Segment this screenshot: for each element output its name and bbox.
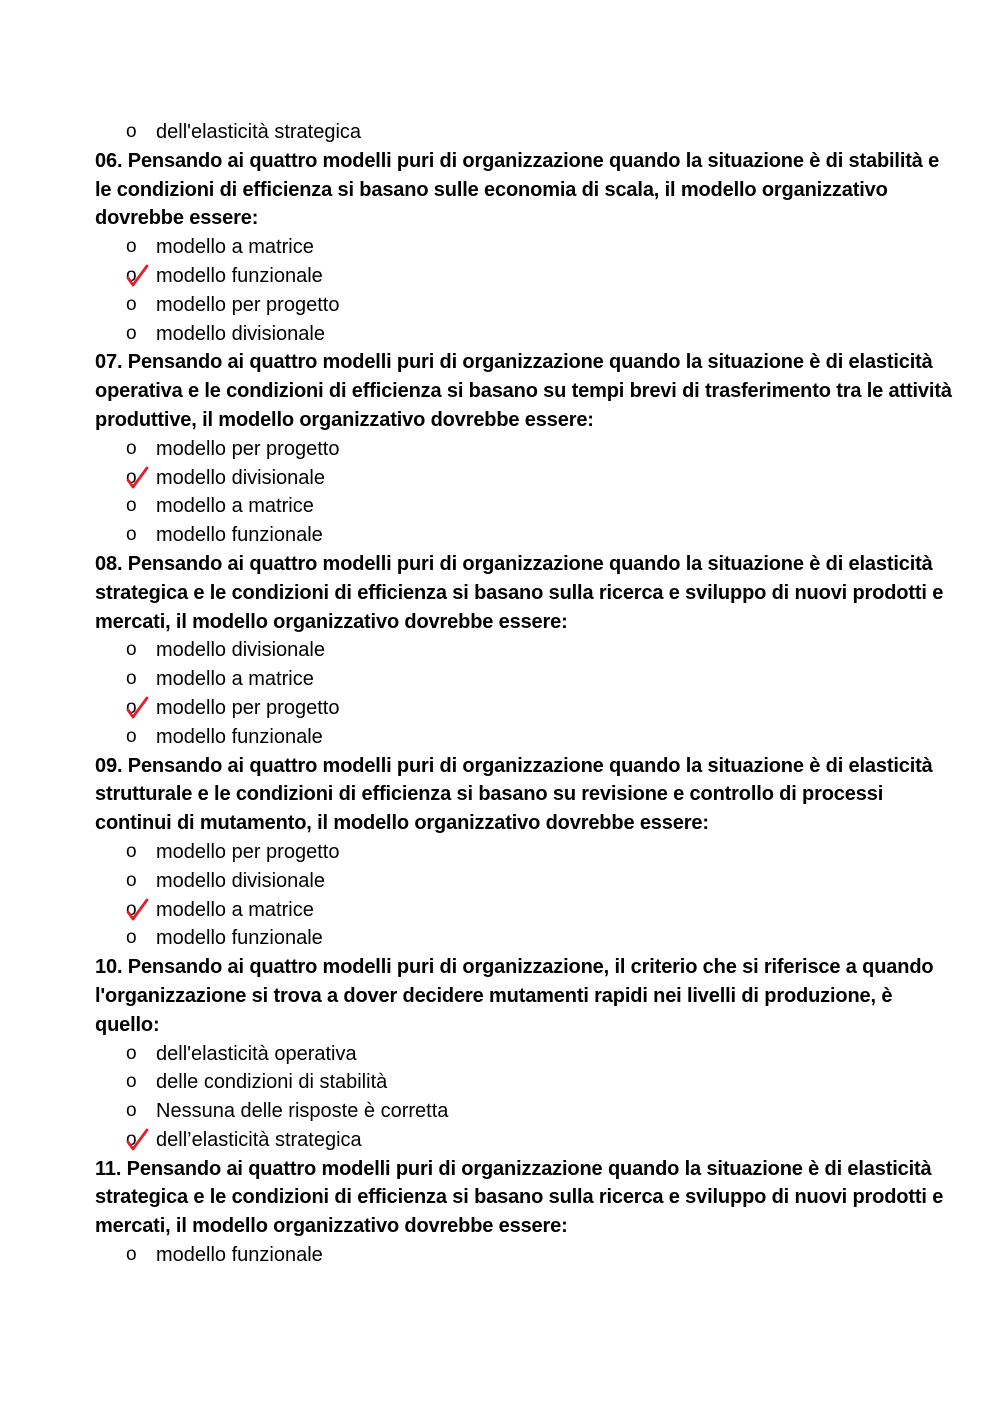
checkmark-icon [125, 465, 151, 491]
option-label: modello divisionale [156, 466, 325, 489]
answer-option [95, 694, 955, 723]
answer-option [95, 896, 955, 925]
answer-option [95, 1068, 955, 1097]
bullet-icon: o [126, 898, 137, 920]
answer-option [95, 924, 955, 953]
answer-option [95, 1126, 955, 1155]
answer-option [95, 1097, 955, 1126]
option-label: modello funzionale [156, 524, 323, 547]
checkmark-icon [125, 695, 151, 721]
bullet-icon: o [126, 1128, 137, 1150]
bullet-icon: o [126, 639, 137, 661]
question-text: 11. Pensando ai quattro modelli puri di organizzazione quando la situazione è di elasticità strategica e le condizioni di efficienza si basano sulla ricerca e sviluppo di nuovi prodotti e mercati, il modello organizzativo dovrebbe essere: [95, 1157, 944, 1238]
answer-option [95, 521, 955, 550]
bullet-icon: o [126, 236, 137, 258]
option-label: modello per progetto [156, 437, 340, 460]
option-label: dell'elasticità operativa [156, 1042, 357, 1065]
option-label: modello per progetto [156, 840, 340, 863]
option-label: modello divisionale [156, 869, 325, 892]
option-label: Nessuna delle risposte è corretta [156, 1100, 449, 1123]
bullet-icon: o [126, 1244, 137, 1266]
option-label: modello per progetto [156, 293, 340, 316]
option-label: modello funzionale [156, 264, 323, 287]
answer-option [95, 838, 955, 867]
quiz-content [95, 118, 955, 1270]
answer-option [95, 464, 955, 493]
bullet-icon: o [126, 1071, 137, 1093]
answer-option [95, 320, 955, 349]
option-label: modello funzionale [156, 1244, 323, 1267]
question-text: 06. Pensando ai quattro modelli puri di organizzazione quando la situazione è di stabilità e le condizioni di efficienza si basano sulle economia di scala, il modello organizzativo dovrebbe essere: [95, 149, 940, 230]
answer-option [95, 233, 955, 262]
question-text: 09. Pensando ai quattro modelli puri di organizzazione quando la situazione è di elasticità strutturale e le condizioni di efficienza si basano su revisione e controllo di processi continui di mutamento, il modello organizzativo dovrebbe essere: [95, 754, 933, 835]
bullet-icon: o [126, 437, 137, 459]
answer-option [95, 291, 955, 320]
bullet-icon: o [126, 1100, 137, 1122]
bullet-icon: o [126, 668, 137, 690]
question-text: 07. Pensando ai quattro modelli puri di organizzazione quando la situazione è di elasticità operativa e le condizioni di efficienza si basano su tempi brevi di trasferimento tra le attività produttive, il modello organizzativo dovrebbe essere: [95, 351, 952, 431]
question-list [95, 147, 955, 1270]
option-label: modello a matrice [156, 495, 314, 518]
option-label: modello per progetto [156, 696, 340, 719]
bullet-icon: o [126, 840, 137, 862]
option-label: dell’elasticità strategica [156, 1128, 362, 1151]
bullet-icon: o [126, 466, 137, 488]
bullet-icon: o [126, 869, 137, 891]
answer-option [95, 492, 955, 521]
option-label: delle condizioni di stabilità [156, 1071, 388, 1094]
answer-option [95, 867, 955, 896]
answer-option [95, 665, 955, 694]
bullet-icon: o [126, 121, 137, 142]
checkmark-icon [125, 897, 151, 923]
option-label: modello a matrice [156, 236, 314, 259]
checkmark-icon [125, 263, 151, 289]
answer-option [95, 1040, 955, 1069]
bullet-icon: o [126, 293, 137, 315]
answer-option [95, 262, 955, 291]
bullet-icon: o [126, 495, 137, 517]
answer-option [95, 118, 955, 147]
bullet-icon: o [126, 264, 137, 286]
bullet-icon: o [126, 725, 137, 747]
option-label: modello divisionale [156, 639, 325, 662]
question-text: 08. Pensando ai quattro modelli puri di organizzazione quando la situazione è di elasticità strategica e le condizioni di efficienza si basano sulla ricerca e sviluppo di nuovi prodotti e mercati, il modello organizzativo dovrebbe essere: [95, 552, 944, 633]
option-label: dell'elasticità strategica [156, 121, 362, 143]
option-label: modello a matrice [156, 898, 314, 921]
answer-option [95, 1241, 955, 1270]
bullet-icon: o [126, 696, 137, 718]
answer-option [95, 435, 955, 464]
bullet-icon: o [126, 524, 137, 546]
bullet-icon: o [126, 927, 137, 949]
option-label: modello a matrice [156, 668, 314, 691]
bullet-icon: o [126, 322, 137, 344]
bullet-icon: o [126, 1042, 137, 1064]
option-label: modello funzionale [156, 725, 323, 748]
question-text: 10. Pensando ai quattro modelli puri di organizzazione, il criterio che si riferisce a quando l'organizzazione si trova a dover decidere mutamenti rapidi nei livelli di produzione, è quello: [95, 956, 934, 1036]
option-label: modello divisionale [156, 322, 325, 345]
checkmark-icon [125, 1127, 151, 1153]
answer-option [95, 723, 955, 752]
option-label: modello funzionale [156, 927, 323, 950]
answer-option [95, 636, 955, 665]
